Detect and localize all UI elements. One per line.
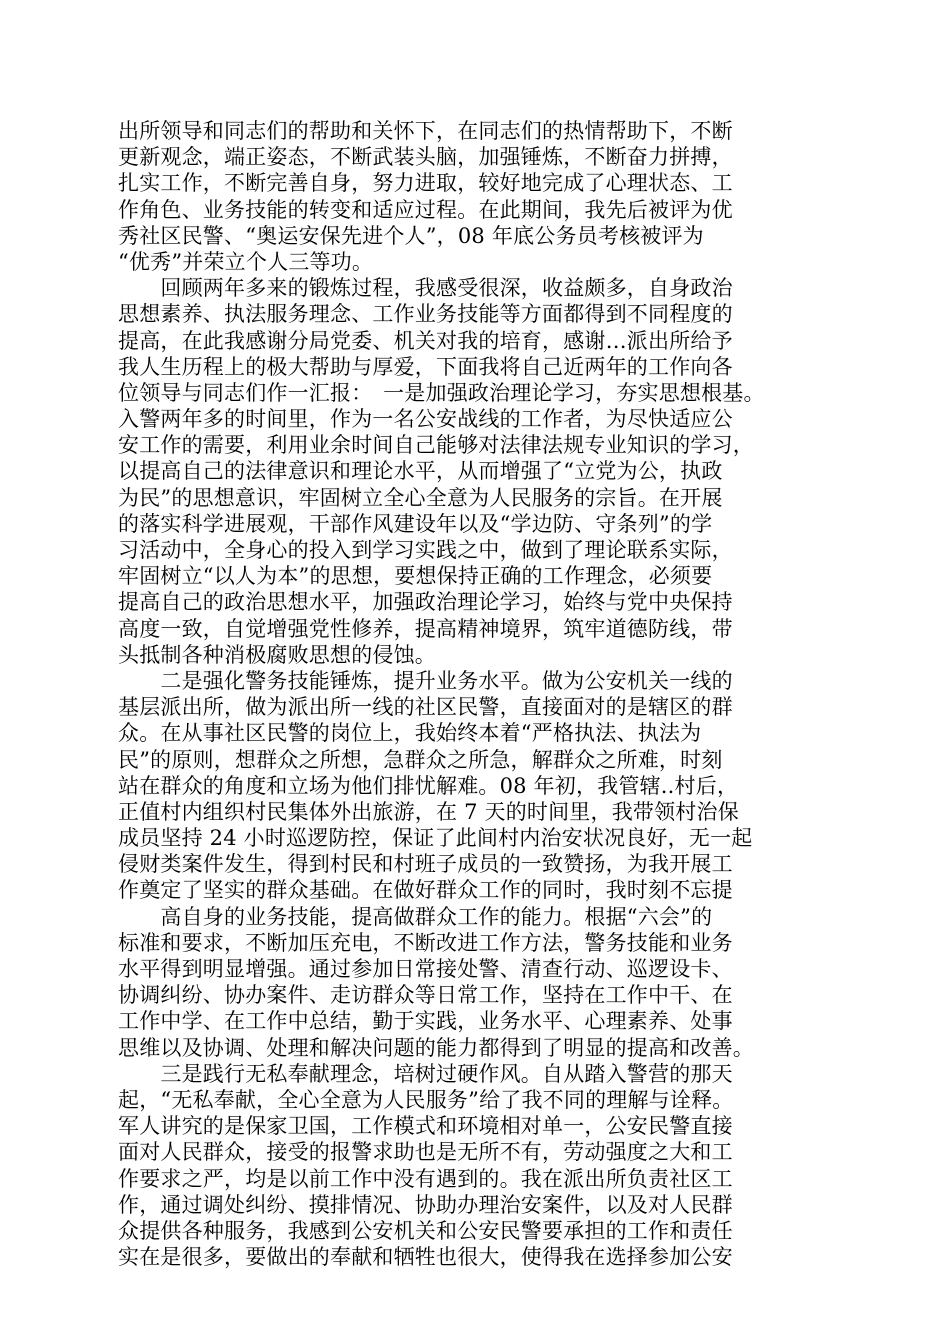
text-line: 思想素养、执法服务理念、工作业务技能等方面都得到不同程度的 — [118, 302, 733, 327]
text-line: 作奠定了坚实的群众基础。在做好群众工作的同时，我时刻不忘提 — [118, 878, 733, 903]
text-line: 标准和要求，不断加压充电，不断改进工作方法，警务技能和业务 — [118, 930, 733, 955]
text-line: 基层派出所，做为派出所一线的社区民警，直接面对的是辖区的群 — [118, 695, 733, 720]
text-line: 作要求之严，均是以前工作中没有遇到的。我在派出所负责社区工 — [118, 1166, 733, 1191]
text-line: 我人生历程上的极大帮助与厚爱，下面我将自己近两年的工作向各 — [118, 354, 733, 379]
text-line: 入警两年多的时间里，作为一名公安战线的工作者，为尽快适应公 — [118, 407, 733, 432]
text-line: 高自身的业务技能，提高做群众工作的能力。根据“六会”的 — [118, 904, 713, 929]
text-line: 面对人民群众，接受的报警求助也是无所不有，劳动强度之大和工 — [118, 1140, 733, 1165]
text-line: 众提供各种服务，我感到公安机关和公安民警要承担的工作和责任 — [118, 1218, 733, 1243]
text-line: 以提高自己的法律意识和理论水平，从而增强了“立党为公，执政 — [118, 459, 723, 484]
text-line: 思维以及协调、处理和解决问题的能力都得到了明显的提高和改善。 — [118, 1035, 754, 1060]
text-line: 作角色、业务技能的转变和适应过程。在此期间，我先后被评为优 — [118, 197, 733, 222]
text-line: 更新观念，端正姿态，不断武装头脑，加强锤炼，不断奋力拼搏， — [118, 145, 733, 170]
text-line: 成员坚持 24 小时巡逻防控，保证了此间村内治安状况良好，无一起 — [118, 826, 753, 851]
text-line: 三是践行无私奉献理念，培树过硬作风。自从踏入警营的那天 — [118, 1061, 733, 1086]
text-line: 头抵制各种消极腐败思想的侵蚀。 — [118, 642, 436, 667]
text-line: 实在是很多，要做出的奉献和牺牲也很大，使得我在选择参加公安 — [118, 1245, 733, 1270]
text-line: 位领导与同志们作一汇报： 一是加强政治理论学习，夯实思想根基。 — [118, 380, 765, 405]
text-line: 军人讲究的是保家卫国，工作模式和环境相对单一，公安民警直接 — [118, 1114, 733, 1139]
text-line: “优秀”并荣立个人三等功。 — [118, 249, 374, 274]
text-line: 正值村内组织村民集体外出旅游，在 7 天的时间里，我带领村治保 — [118, 799, 739, 824]
text-line: 水平得到明显增强。通过参加日常接处警、清查行动、巡逻设卡、 — [118, 957, 733, 981]
text-line: 为民”的思想意识，牢固树立全心全意为人民服务的宗旨。在开展 — [118, 485, 723, 510]
text-line: 二是强化警务技能锤炼，提升业务水平。做为公安机关一线的 — [118, 668, 733, 693]
text-line: 的落实科学进展观，干部作风建设年以及“学边防、守条列”的学 — [118, 511, 713, 536]
text-line: 起，“无私奉献，全心全意为人民服务”给了我不同的理解与诠释。 — [118, 1087, 734, 1112]
text-line: 众。在从事社区民警的岗位上，我始终本着“严格执法、执法为 — [118, 721, 702, 746]
document-body — [118, 118, 824, 1270]
text-line: 牢固树立“以人为本”的思想，要想保持正确的工作理念，必须要 — [118, 564, 713, 589]
text-line: 习活动中，全身心的投入到学习实践之中，做到了理论联系实际， — [118, 538, 733, 562]
text-line: 秀社区民警、“奥运安保先进个人”，08 年底公务员考核被评为 — [118, 223, 704, 248]
text-line: 提高自己的政治思想水平，加强政治理论学习，始终与党中央保持 — [118, 590, 733, 615]
text-line: 侵财类案件发生，得到村民和村班子成员的一致赞扬，为我开展工 — [118, 852, 733, 877]
text-line: 工作中学、在工作中总结，勤于实践，业务水平、心理素养、处事 — [118, 1009, 733, 1034]
text-line: 民”的原则，想群众之所想，急群众之所急，解群众之所难，时刻 — [118, 747, 723, 772]
text-line: 协调纠纷、协办案件、走访群众等日常工作，坚持在工作中干、在 — [118, 983, 733, 1008]
text-line: 高度一致，自觉增强党性修养，提高精神境界，筑牢道德防线，带 — [118, 616, 733, 641]
text-line: 站在群众的角度和立场为他们排忧解难。08 年初，我管辖..村后， — [118, 773, 739, 798]
text-line: 提高，在此我感谢分局党委、机关对我的培育，感谢…派出所给予 — [118, 328, 733, 353]
text-line: 安工作的需要，利用业余时间自己能够对法律法规专业知识的学习， — [118, 433, 754, 458]
text-line: 出所领导和同志们的帮助和关怀下，在同志们的热情帮助下，不断 — [118, 119, 733, 143]
text-line: 回顾两年多来的锻炼过程，我感受很深，收益颇多，自身政治 — [118, 276, 733, 301]
text-line: 作，通过调处纠纷、摸排情况、协助办理治安案件，以及对人民群 — [118, 1192, 733, 1217]
text-line: 扎实工作，不断完善自身，努力进取，较好地完成了心理状态、工 — [118, 171, 733, 196]
